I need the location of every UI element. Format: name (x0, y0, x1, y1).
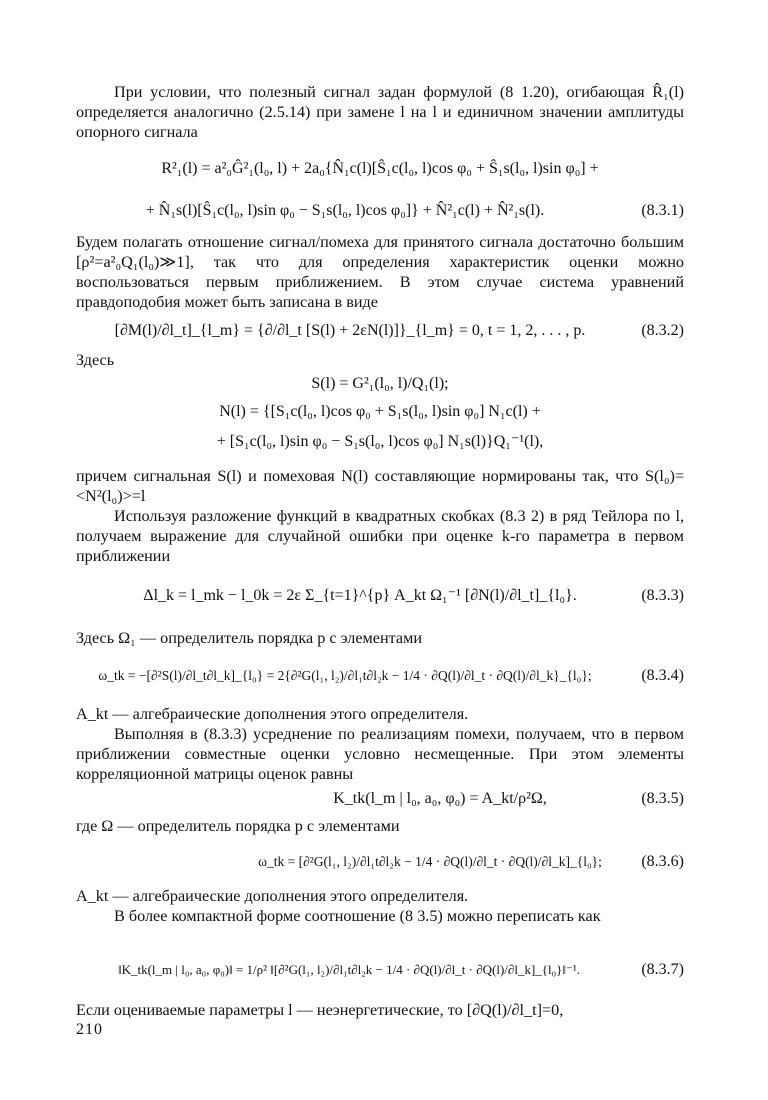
equation-text: Δl_k = l_mk − l_0k = 2ε Σ_{t=1}^{p} A_kt Ω₁⁻¹ [∂N(l)/∂l_t]_{l₀}. (143, 587, 577, 604)
paragraph: Используя разложение функций в квадратных скобках (8.3 2) в ряд Тейлора по l, получаем выражение для случайной ошибки при оценке k-го параметра в первом приближении (76, 507, 684, 565)
equation-8-3-4 (76, 654, 684, 698)
equation-text: ω_tk = [∂²G(l₁, l₂)/∂l₁t∂l₂k − 1/4 · ∂Q(l)/∂l_t · ∂Q(l)/∂l_k]_{l₀}; (258, 854, 602, 869)
equation-s-definition (76, 372, 684, 396)
equation-text: ω_tk = −[∂²S(l)/∂l_t∂l_k]_{l₀} = 2{∂²G(l₁, l₂)/∂l₁t∂l₂k − 1/4 · ∂Q(l)/∂l_t · ∂Q(l)/∂l_k}_{l₀}; (98, 668, 592, 683)
equation-text: ‖K_tk(l_m | l₀, a₀, φ₀)‖ = 1/ρ² ‖[∂²G(l₁, l₂)/∂l₁t∂l₂k − 1/4 · ∂Q(l)/∂l_t · ∂Q(l)/∂l_k]_{l₀}‖⁻¹. (117, 962, 581, 977)
paragraph: A_kt — алгебраические дополнения этого определителя. (76, 705, 469, 723)
equation-number: (8.3.7) (641, 961, 684, 978)
equation-number: (8.3.5) (641, 790, 684, 807)
paragraph: В более компактной форме соотношение (8 3.5) можно переписать как (114, 907, 601, 925)
equation-number: (8.3.6) (641, 853, 684, 870)
equation-text: K_tk(l_m | l₀, a₀, φ₀) = A_kt/ρ²Ω, (333, 790, 547, 807)
equation-n-definition-line1 (76, 400, 684, 424)
paragraph: A_kt — алгебраические дополнения этого определителя. (76, 887, 469, 905)
equation-n-definition-line2 (76, 430, 684, 454)
paragraph: причем сигнальная S(l) и помеховая N(l) составляющие нормированы так, что S(l₀)=<N²(l₀)>=l (76, 467, 684, 505)
equation-8-3-3 (76, 566, 684, 626)
equation-8-3-6 (76, 840, 684, 884)
equation-number: (8.3.4) (641, 667, 684, 684)
equation-text: + [S₁c(l₀, l)sin φ₀ − S₁s(l₀, l)cos φ₀] N₁s(l)}Q₁⁻¹(l), (216, 433, 544, 450)
equation-text: R²₁(l) = a²₀Ĝ²₁(l₀, l) + 2a₀{N̂₁c(l)[Ŝ₁c(l₀, l)cos φ₀ + Ŝ₁s(l₀, l)sin φ₀] + (161, 160, 599, 177)
page-number: 210 (76, 1021, 103, 1038)
paragraph: где Ω — определитель порядка p с элементами (76, 817, 400, 835)
paragraph: Выполняя в (8.3.3) усреднение по реализациям помехи, получаем, что в первом приближении совместные оценки условно несмещенные. При этом элементы корреляционной матрицы оценок равны (76, 725, 684, 783)
equation-number: (8.3.2) (641, 322, 684, 339)
equation-text: + N̂₁s(l)[Ŝ₁c(l₀, l)sin φ₀ − S₁s(l₀, l)cos φ₀]} + N̂²₁c(l) + N̂²₁s(l). (145, 202, 545, 219)
paragraph: При условии, что полезный сигнал задан формулой (8 1.20), огибающая R̂₁(l) определяется аналогично (2.5.14) при замене l на l и единичном значении амплитуды опорного сигнала (76, 83, 684, 141)
equation-8-3-5 (76, 784, 684, 814)
equation-text: [∂M(l)/∂l_t]_{l_m} = {∂/∂l_t [S(l) + 2εN(l)]}_{l_m} = 0, t = 1, 2, . . . , p. (114, 322, 586, 339)
equation-text: N(l) = {[S₁c(l₀, l)cos φ₀ + S₁s(l₀, l)sin φ₀] N₁c(l) + (219, 403, 541, 420)
equation-8-3-2 (76, 312, 684, 350)
paragraph: Здесь Ω₁ — определитель порядка p с элементами (76, 629, 422, 647)
equation-8-3-1-line1 (76, 152, 684, 186)
paragraph: Будем полагать отношение сигнал/помеха для принятого сигнала достаточно большим [ρ²=a²₀Q₁(l₀)≫1], так что для определения характеристик оценки можно воспользоваться первым приближением. В этом случае система уравнений правдоподобия может быть записана в виде (76, 233, 684, 311)
equation-number: (8.3.1) (641, 202, 684, 219)
equation-8-3-1-line2 (76, 196, 684, 226)
paragraph: Здесь (76, 351, 115, 369)
equation-number: (8.3.3) (641, 587, 684, 604)
paragraph: Если оцениваемые параметры l — неэнергетические, то [∂Q(l)/∂l_t]=0, (76, 1001, 564, 1019)
equation-8-3-7 (76, 948, 684, 992)
equation-text: S(l) = G²₁(l₀, l)/Q₁(l); (311, 375, 449, 392)
